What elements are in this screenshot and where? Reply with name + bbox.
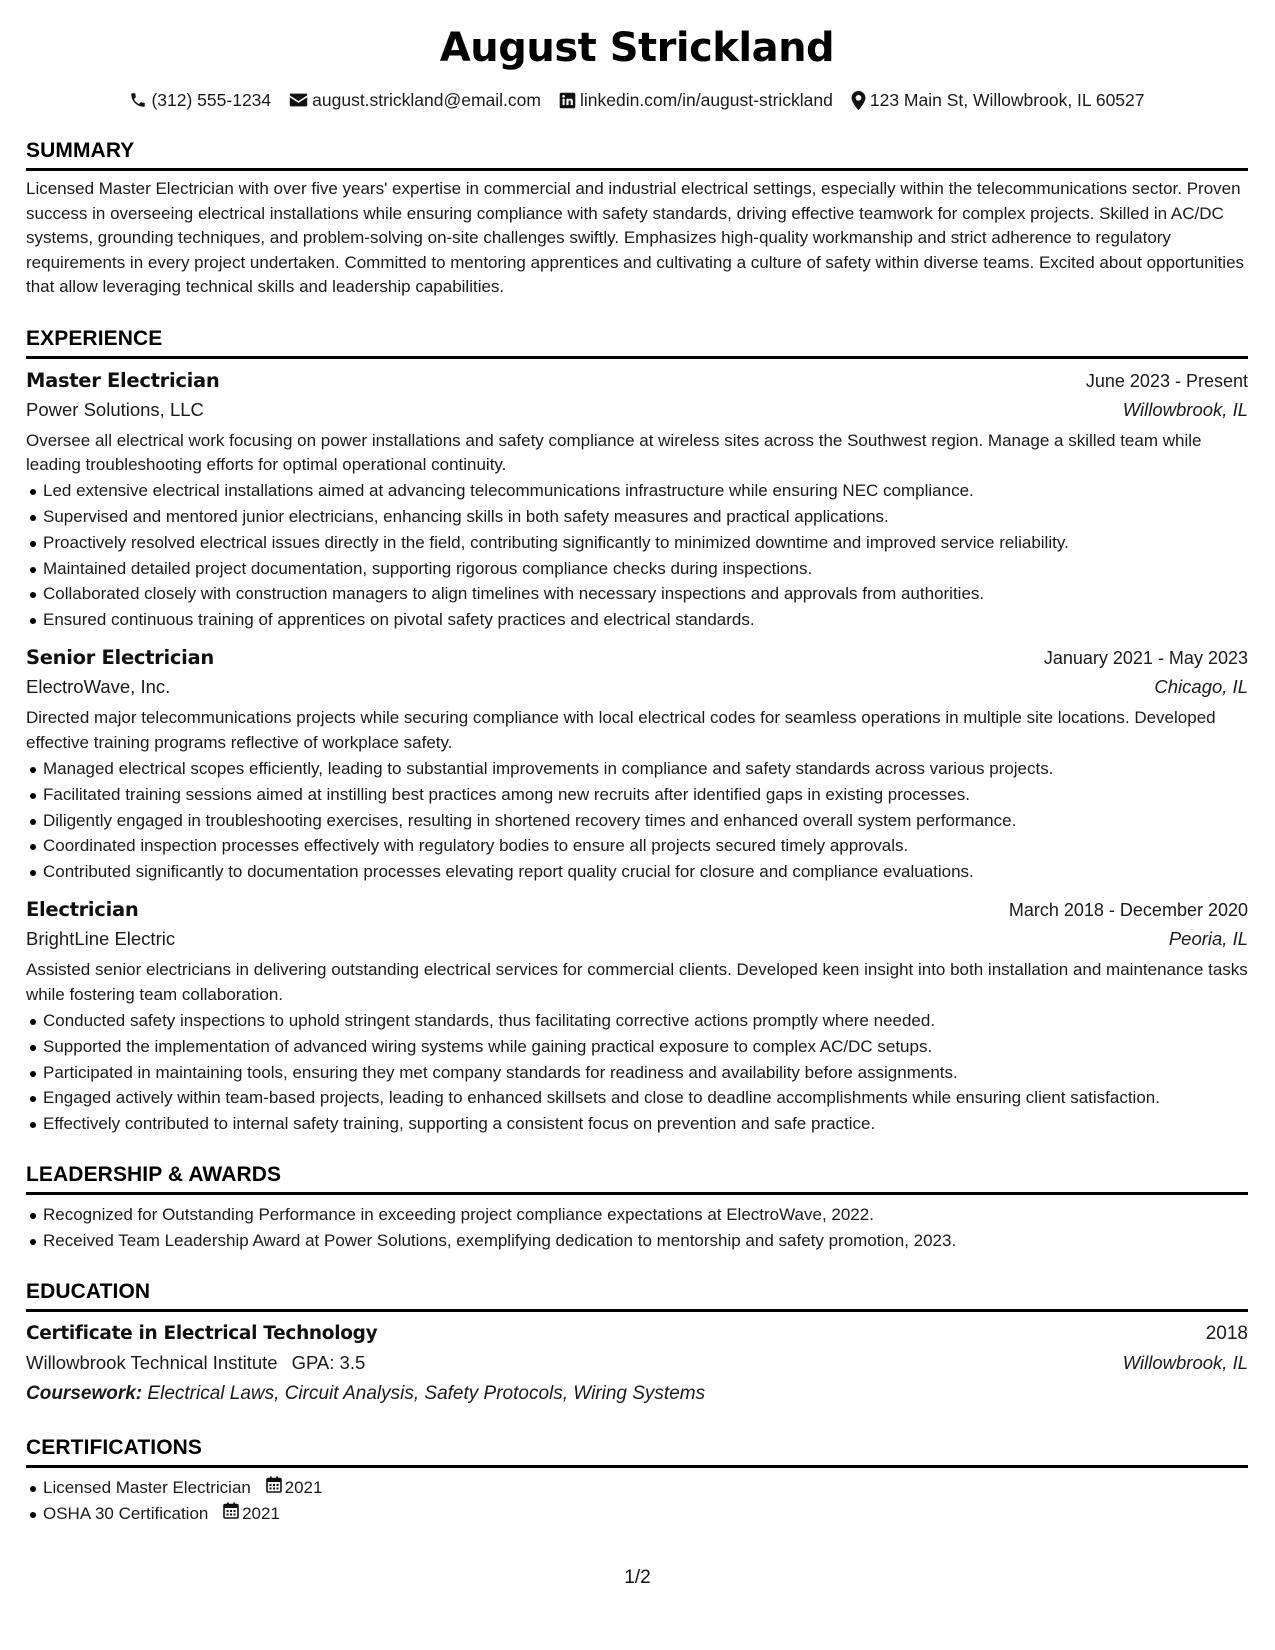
job-location: Chicago, IL [1154, 676, 1248, 698]
education-section [26, 1279, 1248, 1409]
list-item: Conducted safety inspections to uphold stringent standards, thus facilitating corrective actions promptly where needed. [43, 1009, 1248, 1033]
job-title: Senior Electrician [26, 646, 214, 670]
contact-phone[interactable] [129, 88, 271, 112]
list-item [43, 1502, 1248, 1526]
certification-date [223, 1502, 280, 1526]
section-title: LEADERSHIP & AWARDS [26, 1162, 1248, 1195]
job-dates: June 2023 - Present [1085, 370, 1248, 391]
graduation-year: 2018 [1205, 1323, 1248, 1345]
section-title: EXPERIENCE [26, 326, 1248, 359]
job-description: Assisted senior electricians in delivering outstanding electrical services for commercial clients. Developed keen insight into both installation and maintenance tasks while fostering team collaboration. [26, 960, 1248, 1004]
summary-section [26, 138, 1248, 300]
list-item: Managed electrical scopes efficiently, leading to substantial improvements in compliance and safety standards across various projects. [43, 757, 1248, 781]
map-marker-icon [851, 91, 866, 110]
school-info [26, 1348, 365, 1378]
list-item: Supervised and mentored junior electricians, enhancing skills in both safety measures and practical applications. [43, 505, 1248, 529]
calendar-icon [266, 1476, 282, 1500]
summary-text: Licensed Master Electrician with over five years' expertise in commercial and industrial electrical settings, especially within the telecommunications sector. Proven success in overseeing electrical installations while ensuring compliance with safety standards, driving effective teamwork for complex projects. Skilled in AC/DC systems, grounding techniques, and problem-solving on-site challenges swiftly. Emphasizes high-quality workmanship and strict adherence to regulatory requirements in every project undertaken. Committed to mentoring apprentices and cultivating a culture of safety within diverse teams. Excited about opportunities that allow leveraging technical skills and leadership capabilities. [26, 179, 1245, 296]
school-location: Willowbrook, IL [1122, 1352, 1248, 1374]
list-item: Received Team Leadership Award at Power Solutions, exemplifying dedication to mentorship and safety promotion, 2023. [43, 1229, 1248, 1253]
email-address: august.strickland@email.com [312, 90, 541, 110]
awards-section [26, 1162, 1248, 1253]
job-bullets [26, 757, 1248, 884]
phone-number: (312) 555-1234 [151, 90, 272, 110]
candidate-name: August Strickland [439, 25, 835, 71]
job-entry [26, 896, 1248, 1136]
list-item: Diligently engaged in troubleshooting exercises, resulting in shortened recovery times and enhanced overall system performance. [43, 809, 1248, 833]
list-item: Engaged actively within team-based projects, leading to enhanced skillsets and close to deadline accomplishments while ensuring client satisfaction. [43, 1086, 1248, 1110]
list-item: Coordinated inspection processes effectively with regulatory bodies to ensure all projects secured timely approvals. [43, 834, 1248, 858]
section-title: CERTIFICATIONS [26, 1435, 1248, 1468]
awards-list [26, 1203, 1248, 1253]
company-name: BrightLine Electric [26, 928, 176, 950]
envelope-icon [289, 92, 308, 108]
job-description: Oversee all electrical work focusing on power installations and safety compliance at wireless sites across the Southwest region. Manage a skilled team while leading troubleshooting efforts for optimal operational continuity. [26, 430, 1202, 474]
degree-title: Certificate in Electrical Technology [26, 1323, 378, 1345]
contact-address [851, 88, 1145, 112]
job-dates: January 2021 - May 2023 [1043, 648, 1248, 669]
coursework-list: Electrical Laws, Circuit Analysis, Safety Protocols, Wiring Systems [147, 1383, 706, 1405]
list-item: Led extensive electrical installations aimed at advancing telecommunications infrastructure while ensuring NEC compliance. [43, 479, 1248, 503]
linkedin-url: linkedin.com/in/august-strickland [579, 90, 833, 110]
list-item: Supported the implementation of advanced wiring systems while gaining practical exposure to complex AC/DC setups. [43, 1035, 1248, 1059]
coursework-label: Coursework: [26, 1383, 143, 1405]
list-item: Proactively resolved electrical issues directly in the field, contributing significantly to minimized downtime and improved service reliability. [43, 531, 1248, 555]
calendar-icon [223, 1502, 239, 1526]
job-title: Electrician [26, 898, 139, 922]
list-item: Effectively contributed to internal safety training, supporting a consistent focus on prevention and safe practice. [43, 1112, 1248, 1136]
company-name: ElectroWave, Inc. [26, 676, 171, 698]
list-item: Ensured continuous training of apprentices on pivotal safety practices and electrical standards. [43, 608, 1248, 632]
coursework [26, 1379, 1248, 1409]
list-item: Participated in maintaining tools, ensuring they met company standards for readiness and availability before assignments. [43, 1061, 1248, 1085]
section-title: EDUCATION [26, 1279, 1248, 1312]
certification-year: 2021 [284, 1478, 323, 1498]
certification-name: Licensed Master Electrician [43, 1478, 251, 1498]
list-item: Facilitated training sessions aimed at instilling best practices among new recruits after identified gaps in existing processes. [43, 783, 1248, 807]
list-item [43, 1476, 1248, 1500]
list-item: Recognized for Outstanding Performance in exceeding project compliance expectations at ElectroWave, 2022. [43, 1203, 1248, 1227]
job-location: Peoria, IL [1168, 928, 1248, 950]
contact-email[interactable] [289, 88, 541, 112]
job-entry [26, 644, 1248, 884]
section-title: SUMMARY [26, 138, 1248, 171]
job-location: Willowbrook, IL [1122, 398, 1248, 420]
job-description: Directed major telecommunications projects while securing compliance with local electrical codes for seamless operations in multiple site locations. Developed effective training programs reflective of workplace safety. [26, 708, 1216, 752]
certification-year: 2021 [242, 1503, 280, 1523]
job-entry [26, 367, 1248, 633]
list-item: Collaborated closely with construction managers to align timelines with necessary inspections and approvals from authorities. [43, 582, 1248, 606]
resume-page [26, 22, 1248, 1526]
certification-date [266, 1476, 323, 1500]
contact-linkedin[interactable] [559, 88, 833, 112]
certification-name: OSHA 30 Certification [43, 1503, 209, 1523]
school-name: Willowbrook Technical Institute [26, 1352, 278, 1374]
experience-section [26, 326, 1248, 1137]
certifications-section [26, 1435, 1248, 1526]
job-title: Master Electrician [26, 368, 220, 392]
gpa: GPA: 3.5 [291, 1352, 366, 1374]
phone-icon [129, 91, 147, 109]
list-item: Contributed significantly to documentation processes elevating report quality crucial for closure and compliance evaluations. [43, 860, 1248, 884]
job-bullets [26, 1009, 1248, 1136]
linkedin-icon [559, 92, 576, 109]
list-item: Maintained detailed project documentation, supporting rigorous compliance checks during inspections. [43, 557, 1248, 581]
company-name: Power Solutions, LLC [26, 398, 204, 420]
page-number: 1/2 [624, 1567, 651, 1588]
contact-bar [26, 88, 1248, 112]
job-dates: March 2018 - December 2020 [1008, 900, 1248, 921]
certifications-list [26, 1476, 1248, 1526]
street-address: 123 Main St, Willowbrook, IL 60527 [869, 90, 1145, 110]
job-bullets [26, 479, 1248, 632]
